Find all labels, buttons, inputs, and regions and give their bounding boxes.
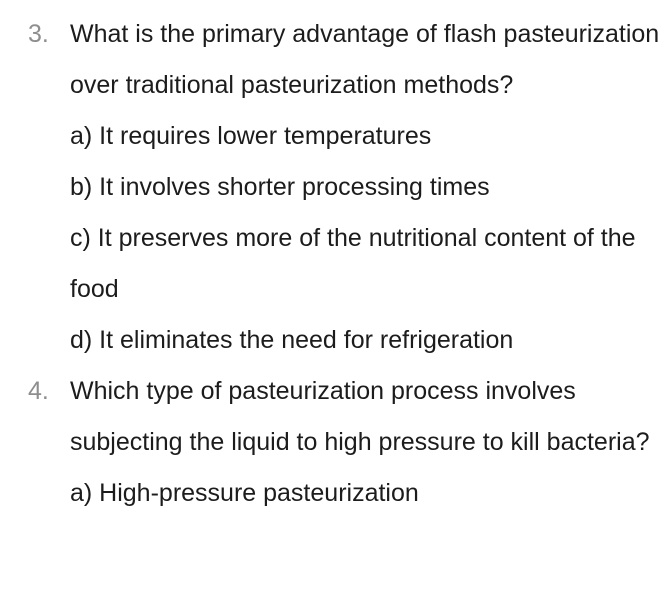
answer-option-b: b) It involves shorter processing times	[70, 173, 490, 201]
question-text: Which type of pasteurization process involves subjecting the liquid to high pressure to kill bacteria?	[70, 377, 650, 456]
answer-option-d: d) It eliminates the need for refrigeration	[70, 326, 514, 354]
answer-option-c: c) It preserves more of the nutritional content of the food	[70, 224, 636, 303]
question-text: What is the primary advantage of flash pasteurization over traditional pasteurization methods?	[70, 20, 660, 99]
question-4	[0, 366, 670, 519]
question-list	[0, 9, 670, 519]
answer-option-a: a) It requires lower temperatures	[70, 122, 432, 150]
answer-option-a: a) High-pressure pasteurization	[70, 479, 419, 507]
question-3	[0, 9, 670, 366]
question-number: 4.	[28, 377, 49, 405]
question-number: 3.	[28, 20, 49, 48]
